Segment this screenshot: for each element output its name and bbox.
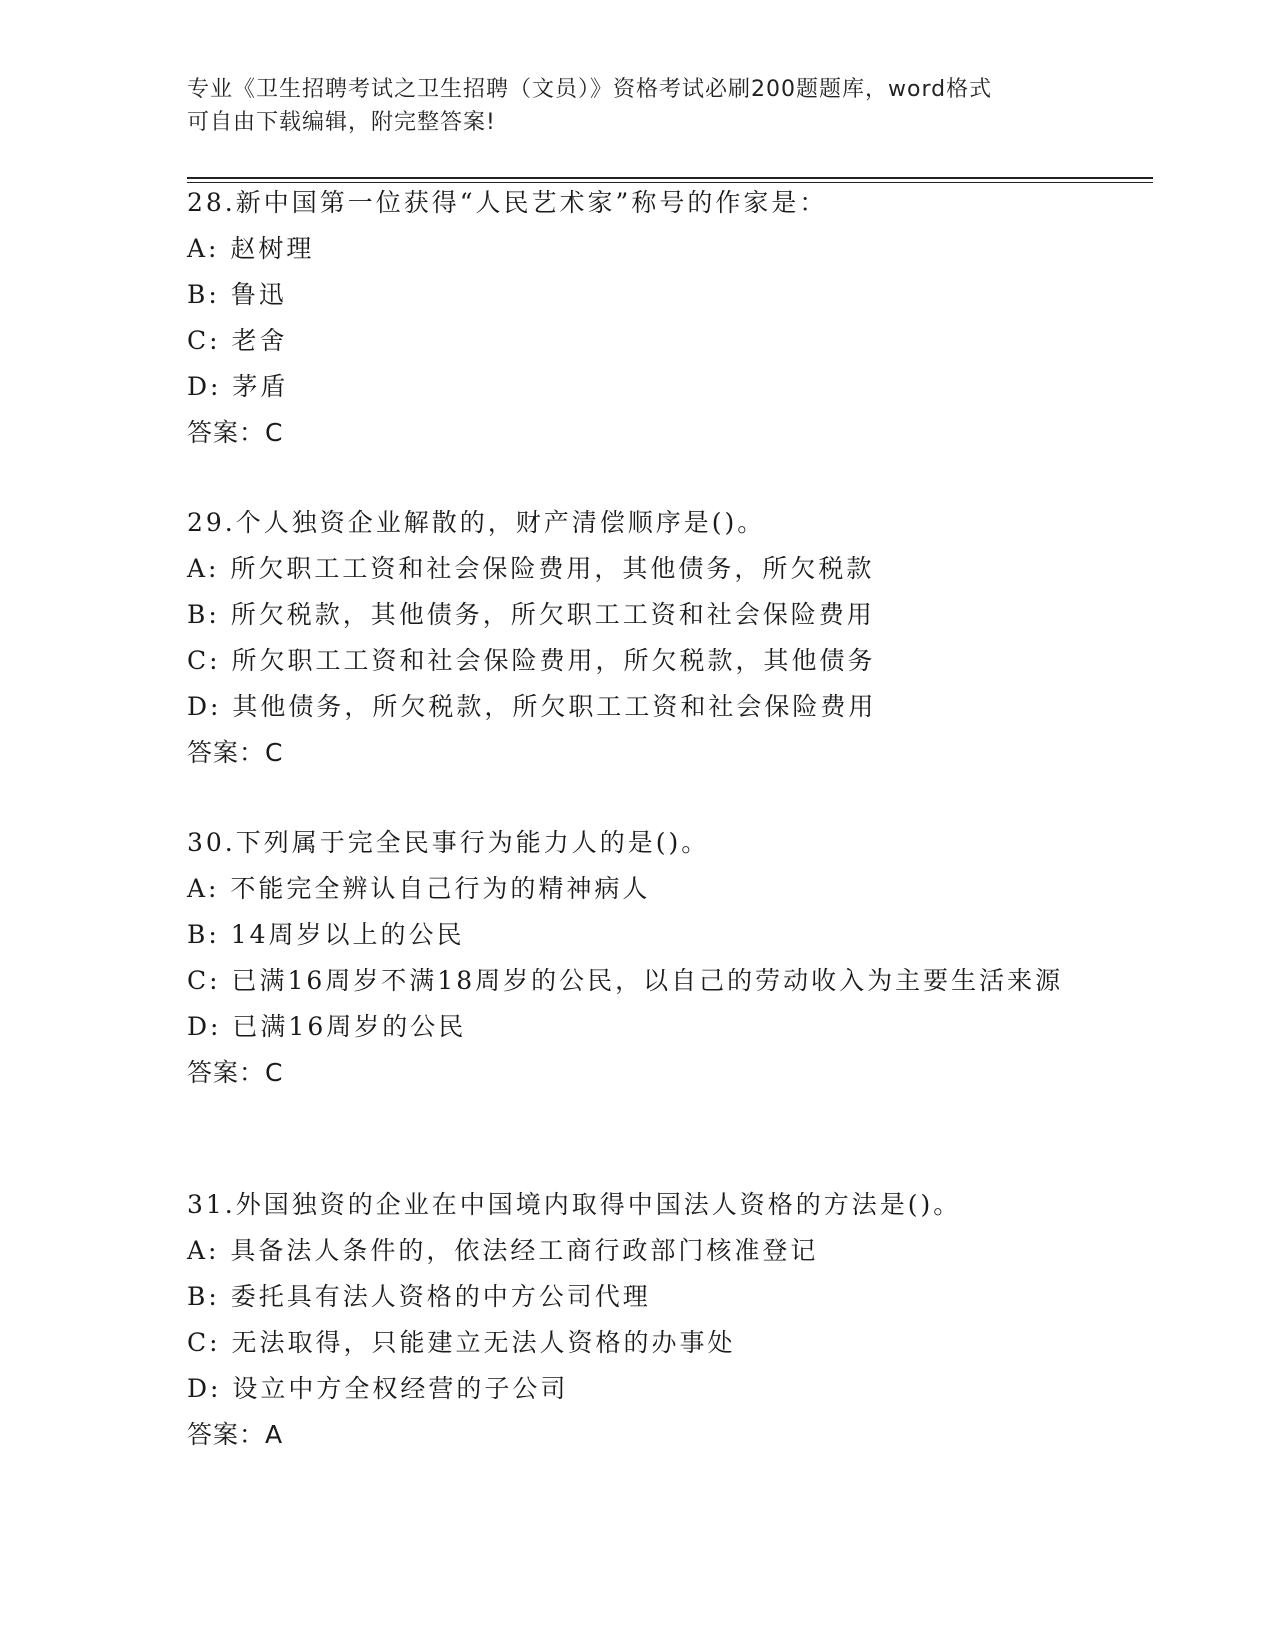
question-31 bbox=[187, 1182, 1087, 1458]
option-a: A: 不能完全辨认自己行为的精神病人 bbox=[187, 874, 651, 903]
option-b: B: 所欠税款，其他债务，所欠职工工资和社会保险费用 bbox=[187, 600, 875, 629]
header-line-2: 可自由下载编辑，附完整答案! bbox=[187, 110, 496, 135]
question-30 bbox=[187, 820, 1087, 1096]
option-c: C: 所欠职工工资和社会保险费用，所欠税款，其他债务 bbox=[187, 646, 876, 675]
answer-line: 答案：C bbox=[187, 738, 284, 767]
option-a: A: 所欠职工工资和社会保险费用，其他债务，所欠税款 bbox=[187, 554, 875, 583]
option-d: D: 茅盾 bbox=[187, 372, 289, 401]
answer-line: 答案：C bbox=[187, 1058, 284, 1087]
answer-line: 答案：A bbox=[187, 1420, 284, 1449]
question-29 bbox=[187, 500, 1087, 776]
question-stem: 28.新中国第一位获得“人民艺术家”称号的作家是： bbox=[187, 188, 828, 217]
option-b: B: 鲁迅 bbox=[187, 280, 287, 309]
document-header bbox=[187, 73, 1067, 139]
option-c: C: 老舍 bbox=[187, 326, 288, 355]
option-d: D: 其他债务，所欠税款，所欠职工工资和社会保险费用 bbox=[187, 692, 877, 721]
question-stem: 29.个人独资企业解散的，财产清偿顺序是()。 bbox=[187, 508, 766, 537]
option-c: C: 无法取得，只能建立无法人资格的办事处 bbox=[187, 1328, 736, 1357]
question-28 bbox=[187, 180, 1087, 456]
answer-line: 答案：C bbox=[187, 418, 284, 447]
question-stem: 31.外国独资的企业在中国境内取得中国法人资格的方法是()。 bbox=[187, 1190, 962, 1219]
option-b: B: 委托具有法人资格的中方公司代理 bbox=[187, 1282, 651, 1311]
header-line-1: 专业《卫生招聘考试之卫生招聘（文员）》资格考试必刷200题题库，word格式 bbox=[187, 77, 993, 102]
question-stem: 30.下列属于完全民事行为能力人的是()。 bbox=[187, 828, 710, 857]
option-b: B: 14周岁以上的公民 bbox=[187, 920, 465, 949]
option-a: A: 赵树理 bbox=[187, 234, 315, 263]
option-d: D: 已满16周岁的公民 bbox=[187, 1012, 467, 1041]
option-c: C: 已满16周岁不满18周岁的公民，以自己的劳动收入为主要生活来源 bbox=[187, 966, 1064, 995]
option-a: A: 具备法人条件的，依法经工商行政部门核准登记 bbox=[187, 1236, 819, 1265]
option-d: D: 设立中方全权经营的子公司 bbox=[187, 1374, 569, 1403]
